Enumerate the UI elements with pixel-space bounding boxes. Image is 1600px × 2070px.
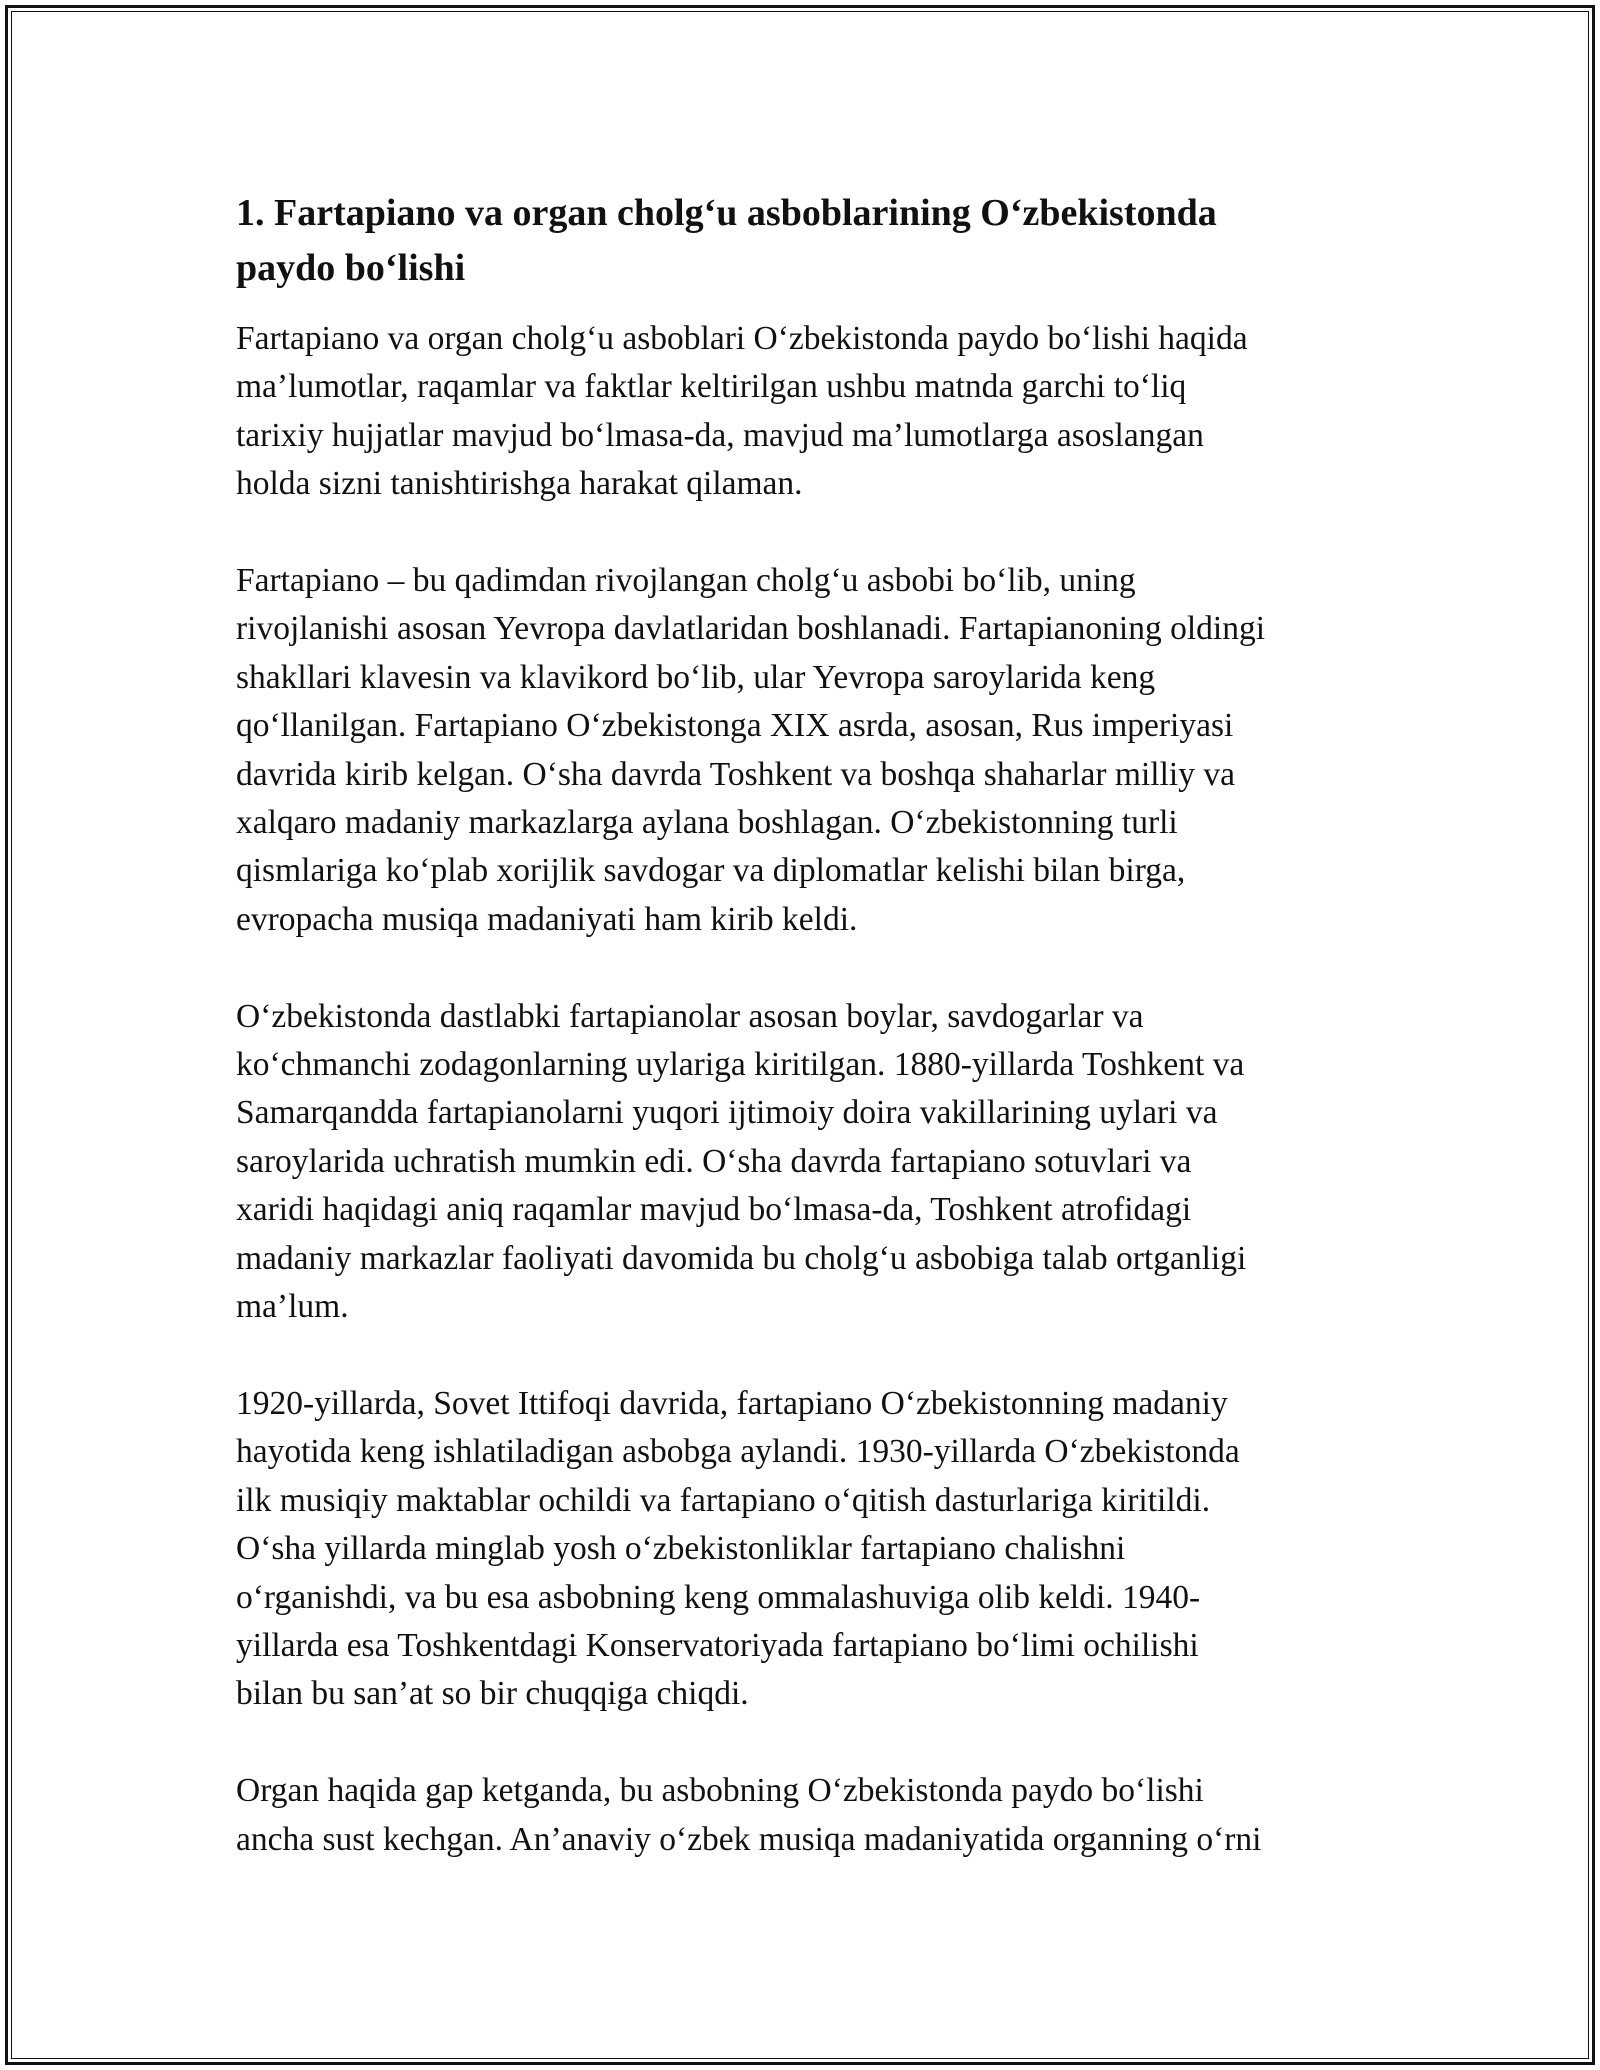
section-heading: 1. Fartapiano va organ cholg‘u asboblarining O‘zbekistonda paydo bo‘lishi: [236, 192, 1217, 289]
paragraph-organ: Organ haqida gap ketganda, bu asbobning O‘zbekistonda paydo bo‘lishi ancha sust kechgan. An’anaviy o‘zbek musiqa madaniyatida organning o‘rni: [236, 1772, 1262, 1858]
document-body: [236, 186, 1376, 1864]
paragraph-fartapiano-origin: Fartapiano – bu qadimdan rivojlangan cholg‘u asbobi bo‘lib, uning rivojlanishi asosan Yevropa davlatlaridan boshlanadi. Fartapianoning oldingi shakllari klavesin va klavikord bo‘lib, ular Yevropa saroylarida keng qo‘llanilgan. Fartapiano O‘zbekistonga XIX asrda, asosan, Rus imperiyasi davrida kirib kelgan. O‘sha davrda Toshkent va boshqa shaharlar milliy va xalqaro madaniy markazlarga aylana boshlagan. O‘zbekistonning turli qismlariga ko‘plab xorijlik savdogar va diplomatlar kelishi bilan birga, evropacha musiqa madaniyati ham kirib keldi.: [236, 562, 1266, 938]
paragraph-early-fartapianos: O‘zbekistonda dastlabki fartapianolar asosan boylar, savdogarlar va ko‘chmanchi zodagonlarning uylariga kiritilgan. 1880-yillarda Toshkent va Samarqandda fartapianolarni yuqori ijtimoiy doira vakillarining uylari va saroylarida uchratish mumkin edi. O‘sha davrda fartapiano sotuvlari va xaridi haqidagi aniq raqamlar mavjud bo‘lmasa-da, Toshkent atrofidagi madaniy markazlar faoliyati davomida bu cholg‘u asbobiga talab ortganligi ma’lum.: [236, 997, 1247, 1326]
paragraph-intro: Fartapiano va organ cholg‘u asboblari O‘zbekistonda paydo bo‘lishi haqida ma’lumotlar, raqamlar va faktlar keltirilgan ushbu matnda garchi to‘liq tarixiy hujjatlar mavjud bo‘lmasa-da, mavjud ma’lumotlarga asoslangan holda sizni tanishtirishga harakat qilaman.: [236, 320, 1248, 503]
paragraph-soviet-era: 1920-yillarda, Sovet Ittifoqi davrida, fartapiano O‘zbekistonning madaniy hayotida keng ishlatiladigan asbobga aylandi. 1930-yillarda O‘zbekistonda ilk musiqiy maktablar ochildi va fartapiano o‘qitish dasturlariga kiritildi. O‘sha yillarda minglab yosh o‘zbekistonliklar fartapiano chalishni o‘rganishdi, va bu esa asbobning keng ommalashuviga olib keldi. 1940- yillarda esa Toshkentdagi Konservatoriyada fartapiano bo‘limi ochilishi bilan bu san’at so bir chuqqiga chiqdi.: [236, 1384, 1240, 1713]
